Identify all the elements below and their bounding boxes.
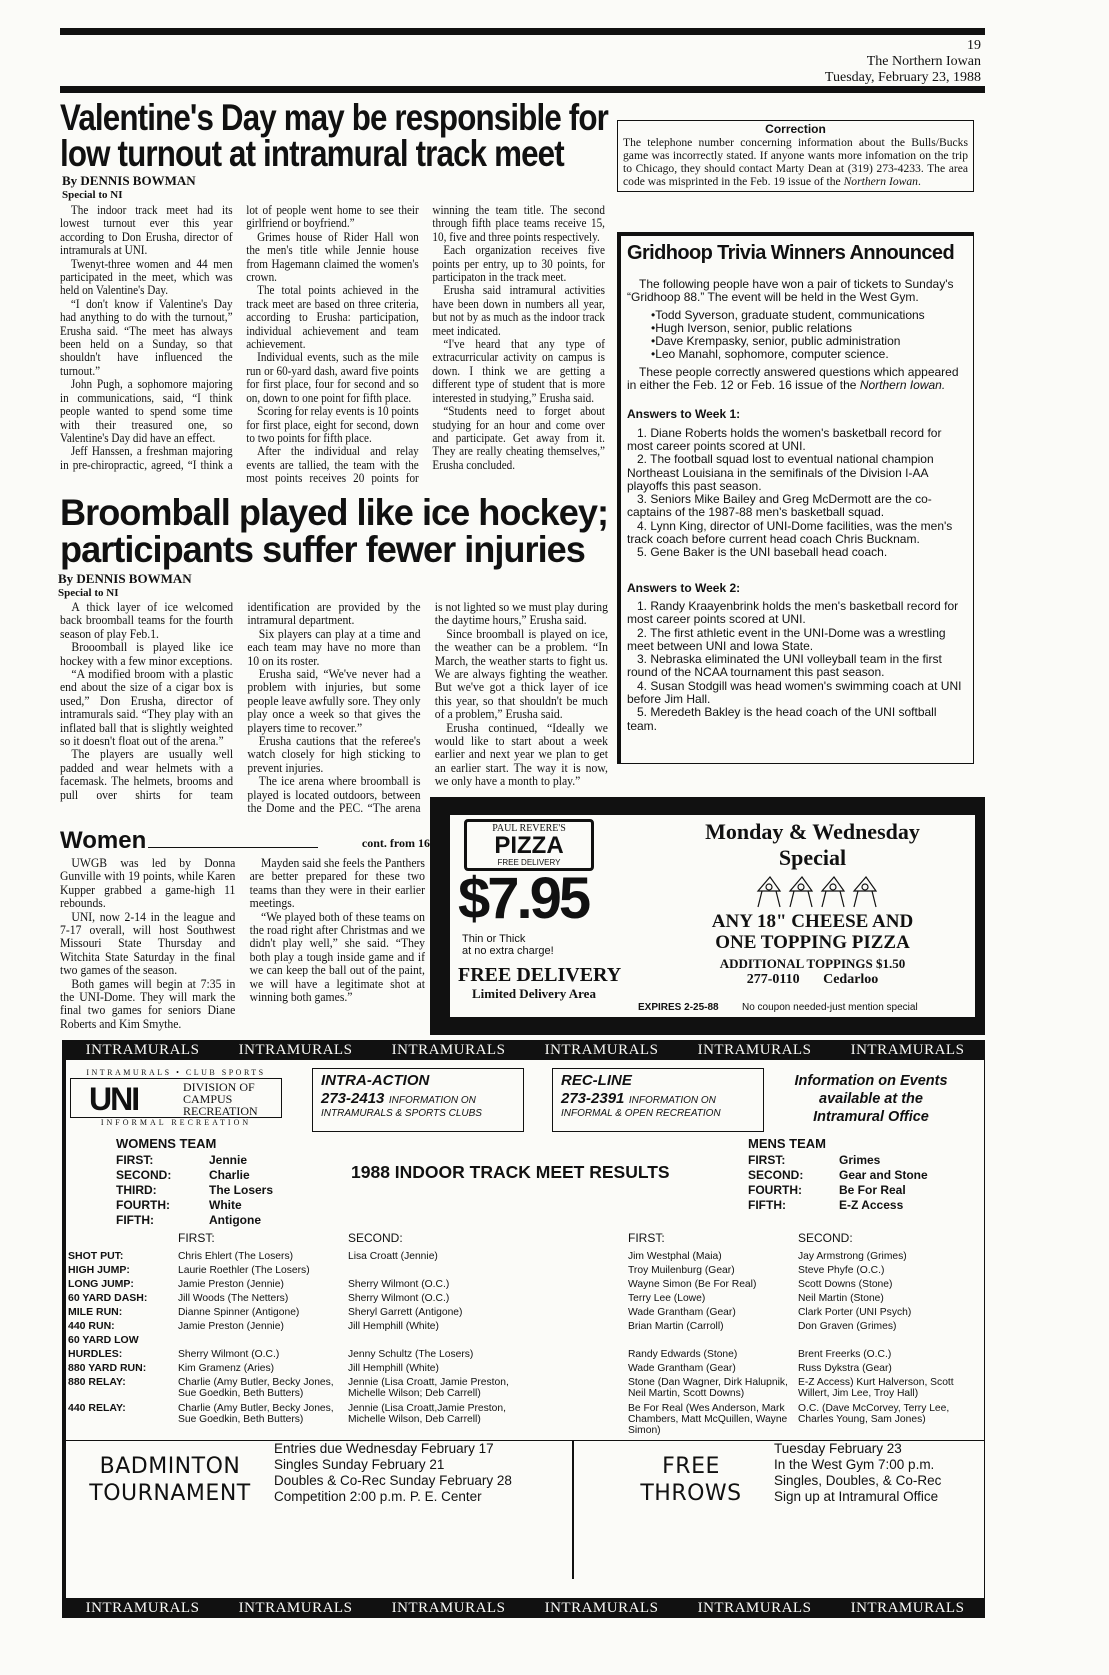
title-line: BADMINTON bbox=[99, 1454, 241, 1479]
paragraph: Erusha said, “We've never had a problem with injuries, but some people leave awfully sore. They only play once a week so that gives the players time to recover.” bbox=[247, 667, 421, 735]
result-cell: Charlie (Amy Butler, Becky Jones, Sue Goedkin, Beth Butters) bbox=[178, 1403, 334, 1425]
result-cell: Randy Edwards (Stone) bbox=[628, 1349, 738, 1360]
result-cell: Sheryl Garrett (Antigone) bbox=[348, 1307, 463, 1318]
phone: 277-0110 bbox=[746, 972, 800, 987]
intramurals-banner-top bbox=[66, 1040, 984, 1060]
pizza-logo-text: PIZZA bbox=[494, 832, 564, 859]
desc: INFORMAL & OPEN RECREATION bbox=[561, 1108, 721, 1119]
result-cell: Jennie (Lisa Croatt, Jamie Preston, Michelle Wilson; Deb Carrell) bbox=[348, 1377, 509, 1399]
banner-word: INTRAMURALS bbox=[238, 1042, 353, 1058]
women-title: Women bbox=[60, 827, 147, 854]
desc: INTRAMURALS & SPORTS CLUBS bbox=[321, 1108, 482, 1119]
team-place bbox=[748, 1183, 928, 1198]
paragraph: Since broomball is played on ice, the weather can be a problem. “In March, the weather starts to fight us. We are always fighting the weather. But we've got a thick layer of ice this year, so that shouldn't be much of a problem,” Erusha said. bbox=[434, 626, 608, 722]
answer-item: 5. Gene Baker is the UNI baseball head coach. bbox=[637, 545, 888, 560]
free-delivery: FREE DELIVERY bbox=[458, 964, 622, 986]
team-name: Antigone bbox=[209, 1213, 261, 1227]
schedule-line: Doubles & Co-Rec Sunday February 28 bbox=[274, 1473, 512, 1488]
result-cell: Brian Martin (Carroll) bbox=[628, 1321, 724, 1332]
team-place bbox=[116, 1168, 273, 1183]
event-name: SHOT PUT: bbox=[68, 1250, 124, 1262]
place-label: FIFTH: bbox=[748, 1198, 786, 1212]
banner-word: INTRAMURALS bbox=[697, 1600, 812, 1616]
result-cell: Kim Gramenz (Aries) bbox=[178, 1363, 275, 1374]
events-panel bbox=[66, 1440, 984, 1578]
paper-name: The Northern Iowan bbox=[866, 54, 981, 69]
article2-body bbox=[60, 601, 608, 825]
week1-answers bbox=[627, 427, 967, 560]
event-name: 60 YARD DASH: bbox=[68, 1292, 148, 1304]
issue-date: Tuesday, February 23, 1988 bbox=[824, 70, 981, 85]
answer-item: 2. The football squad lost to eventual national champion Northeast Louisiana in the semifinals of the Division I-AA playoffs this past season. bbox=[627, 452, 934, 493]
offer-line: ANY 18" CHEESE AND bbox=[711, 911, 914, 932]
dateline: Special to NI bbox=[58, 587, 119, 599]
paragraph: Brooomball is played like ice hockey with a few minor exceptions. bbox=[60, 640, 234, 668]
paragraph: Jeff Hanssen, a freshman majoring in pre-chiropractic, agreed, “I think a lot of people went home to see their girlfriend or boyfriend.” bbox=[60, 203, 419, 472]
paragraph: Mayden said she feels the Panthers are better prepared for these two teams than they were in their earlier meetings. bbox=[249, 856, 425, 911]
title-line: THROWS bbox=[640, 1481, 742, 1506]
trivia-note bbox=[627, 366, 967, 393]
paragraph: Both games will begin at 7:35 in the UNI-Dome. They will mark the final two games for seniors Diane Roberts and Kim Smythe. bbox=[60, 976, 236, 1031]
brand-text: PAUL REVERE'S bbox=[492, 823, 566, 834]
banner-word: INTRAMURALS bbox=[85, 1600, 200, 1616]
paragraph: Erusha said intramural activities have been down in numbers all year, but not by as much as the indoor track meet indicated. bbox=[432, 283, 605, 338]
answer-item: 2. The first athletic event in the UNI-Dome was a wrestling meet between UNI and Iowa State. bbox=[627, 625, 946, 653]
headline-line: Valentine's Day may be responsible for bbox=[60, 97, 608, 138]
banner-word: INTRAMURALS bbox=[238, 1600, 353, 1616]
place-label: SECOND: bbox=[116, 1168, 172, 1182]
free-delivery-tag: FREE DELIVERY bbox=[497, 858, 561, 867]
winner-item: •Dave Krempasky, senior, public administration bbox=[651, 334, 901, 349]
paragraph: UWGB was led by Donna Gunville with 19 points, while Karen Kupper grabbed a game-high 11 rebounds. bbox=[60, 856, 236, 911]
paragraph: A thick layer of ice welcomed back broomball teams for the fourth season of play Feb.1. bbox=[60, 600, 234, 641]
info-line: Information on Events bbox=[794, 1073, 948, 1089]
intramurals-banner-bottom bbox=[66, 1598, 984, 1618]
result-cell: Lisa Croatt (Jennie) bbox=[348, 1251, 438, 1262]
paragraph: UNI, now 2-14 in the league and 7-17 overall, will host Southwest Missouri State Thursday and Witchita State Saturday in the final two games of the season. bbox=[60, 909, 236, 978]
result-cell: O.C. (Dave McCorvey, Terry Lee, Charles Young, Sam Jones) bbox=[798, 1403, 950, 1425]
byline: By DENNIS BOWMAN bbox=[58, 571, 192, 586]
column-header: SECOND: bbox=[798, 1231, 853, 1245]
team-place bbox=[748, 1198, 928, 1213]
event-name: HURDLES: bbox=[68, 1348, 123, 1360]
price-text: $7.95 bbox=[458, 866, 589, 931]
top-rule bbox=[60, 28, 985, 35]
article1-headline bbox=[60, 97, 608, 174]
article2-byline-block bbox=[58, 572, 192, 600]
result-cell: Sherry Wilmont (O.C.) bbox=[178, 1349, 280, 1360]
result-cell: Chris Ehlert (The Losers) bbox=[178, 1251, 294, 1262]
result-cell: Jill Hemphill (White) bbox=[348, 1321, 439, 1332]
team-place bbox=[116, 1213, 273, 1228]
paragraph: “A modified broom with a plastic end about the size of a cigar box is used,” Don Erusha, director of intramurals said. “They play with an inflated ball that is slightly weighted so it doesn't float out of the arena.” bbox=[60, 667, 234, 749]
answer-item: 4. Susan Stodgill was head women's swimming coach at UNI before Jim Hall. bbox=[627, 678, 962, 707]
result-cell: Jenny Schultz (The Losers) bbox=[348, 1349, 474, 1360]
result-cell: Jim Westphal (Maia) bbox=[628, 1251, 722, 1262]
week1-title: Answers to Week 1: bbox=[627, 407, 741, 422]
team-name: Jennie bbox=[209, 1153, 248, 1167]
team-title: WOMENS TEAM bbox=[116, 1136, 217, 1151]
badminton-title bbox=[84, 1453, 256, 1507]
team-name: The Losers bbox=[209, 1183, 274, 1197]
banner-word: INTRAMURALS bbox=[850, 1600, 965, 1616]
logo-line: CAMPUS bbox=[183, 1092, 233, 1106]
result-cell: Scott Downs (Stone) bbox=[798, 1279, 893, 1290]
result-cell: Brent Freerks (O.C.) bbox=[798, 1349, 892, 1360]
results-table bbox=[68, 1233, 983, 1438]
schedule-line: Singles, Doubles, & Co-Rec bbox=[774, 1473, 942, 1488]
correction-box bbox=[617, 120, 974, 192]
result-cell: Stone (Dan Wagner, Dirk Halupnik, Neil Martin, Scott Downs) bbox=[628, 1377, 788, 1399]
banner-word: INTRAMURALS bbox=[850, 1042, 965, 1058]
banner-word: INTRAMURALS bbox=[391, 1600, 506, 1616]
result-cell: Jill Woods (The Netters) bbox=[178, 1293, 289, 1304]
schedule-line: Singles Sunday February 21 bbox=[274, 1457, 445, 1472]
crust-note bbox=[462, 933, 554, 957]
result-cell: Dianne Spinner (Antigone) bbox=[178, 1307, 300, 1318]
headline-line: participants suffer fewer injuries bbox=[60, 529, 585, 570]
page-number: 19 bbox=[967, 38, 981, 53]
result-cell: E-Z Access) Kurt Halverson, Scott Willert, Jim Lee, Troy Hall) bbox=[798, 1377, 954, 1399]
paragraph: After the individual and relay events are tallied, the team with the most points receives 20 points for winning the team title. The second through fifth place teams receive 15, 10, five and three points respectively. bbox=[246, 203, 605, 486]
logo-line: RECREATION bbox=[183, 1104, 258, 1118]
result-cell: Russ Dykstra (Gear) bbox=[798, 1363, 892, 1374]
schedule-line: Competition 2:00 p.m. P. E. Center bbox=[274, 1489, 482, 1504]
paragraph: Each organization receives five points per entry, up to 30 points, for participaton in the track meet. bbox=[432, 243, 605, 285]
place-label: THIRD: bbox=[116, 1183, 157, 1197]
correction-text bbox=[623, 136, 968, 188]
intra-action-box bbox=[312, 1068, 524, 1132]
result-cell: Troy Muilenburg (Gear) bbox=[628, 1265, 735, 1276]
contact bbox=[655, 972, 970, 988]
delivery-area: Limited Delivery Area bbox=[472, 986, 596, 1001]
city: Cedarloo bbox=[823, 972, 879, 987]
paper-name: Northern Iowan bbox=[843, 175, 918, 188]
event-name: LONG JUMP: bbox=[68, 1278, 134, 1290]
badminton-schedule bbox=[274, 1441, 512, 1505]
rec-line-box bbox=[552, 1068, 764, 1132]
phone: 273-2391 bbox=[561, 1090, 625, 1107]
result-cell: Charlie (Amy Butler, Becky Jones, Sue Goedkin, Beth Butters) bbox=[178, 1377, 334, 1399]
logo-frame bbox=[70, 1078, 282, 1118]
logo-top: INTRAMURALS • CLUB SPORTS bbox=[86, 1068, 266, 1077]
heading-rule bbox=[148, 847, 318, 848]
trivia-box bbox=[617, 232, 974, 764]
result-cell: Laurie Roethler (The Losers) bbox=[178, 1265, 310, 1276]
schedule-line: Sign up at Intramural Office bbox=[774, 1489, 939, 1504]
event-name: 60 YARD LOW bbox=[68, 1334, 139, 1346]
byline: By DENNIS BOWMAN bbox=[62, 173, 196, 188]
paragraph: “I don't know if Valentine's Day had anything to do with the turnout,” Erusha said. “The meet has always been held on a Sunday, so that shouldn't have influenced the turnout.” bbox=[60, 296, 233, 378]
crust-text-2: at no extra charge! bbox=[462, 945, 554, 957]
result-cell: Neil Martin (Stone) bbox=[798, 1293, 884, 1304]
note-text: These people correctly answered questions which appeared in either the Feb. 12 or Feb. 16 issue of the bbox=[627, 364, 959, 393]
column-header: FIRST: bbox=[178, 1231, 215, 1245]
banner-word: INTRAMURALS bbox=[391, 1042, 506, 1058]
paragraph: Erusha continued, “Ideally we would like to start about a week earlier and next year we plan to get an earlier start. The way it is now, we only have a month to play.” bbox=[434, 720, 608, 789]
logo-text bbox=[183, 1081, 258, 1117]
winner-item: •Leo Manahl, sophomore, computer science. bbox=[651, 347, 889, 362]
paragraph: “We played both of these teams on the road right after Christmas and we didn't play well,” she said. “They both play a tough inside game and if we can keep the ball out of the paint, we will have a legitimate shot at winning both games.” bbox=[249, 909, 425, 1005]
coupon-note: No coupon needed-just mention special bbox=[742, 1002, 918, 1013]
paragraph: Grimes house of Rider Hall won the men's title while Jennie house from Hagemann claimed the women's crown. bbox=[246, 229, 419, 285]
expiry: EXPIRES 2-25-88 bbox=[638, 1002, 719, 1013]
banner-word: INTRAMURALS bbox=[85, 1042, 200, 1058]
paragraph: “Students need to forget about studying for an hour and come over and participate. Get away from it. They are really cheating themselves,” Erusha concluded. bbox=[432, 404, 605, 472]
event-name: 880 YARD RUN: bbox=[68, 1362, 147, 1374]
paragraph: The ice arena where broomball is played is located outdoors, between the Dome and the PEC. “The arena is not lighted so we must play during the daytime hours,” Erusha said. bbox=[247, 600, 608, 816]
paragraph: The players are usually well padded and wear helmets with a facemask. The helmets, brooms and pull over shirts for team identification are provided by the intramural department. bbox=[60, 600, 421, 802]
title-line: TOURNAMENT bbox=[89, 1481, 251, 1506]
result-cell: Jay Armstrong (Grimes) bbox=[798, 1251, 907, 1262]
logo-bottom: INFORMAL RECREATION bbox=[100, 1118, 252, 1127]
paper-name: Northern Iowan. bbox=[859, 378, 946, 393]
desc: INFORMATION ON bbox=[628, 1095, 716, 1106]
women-heading bbox=[60, 828, 430, 854]
paragraph: Scoring for relay events is 10 points for first place, eight for second, down to two points for fifth place. bbox=[246, 404, 419, 445]
team-place bbox=[116, 1183, 273, 1198]
result-cell: Wayne Simon (Be For Real) bbox=[628, 1279, 757, 1290]
column-header: FIRST: bbox=[628, 1231, 665, 1245]
rec-line-title: REC-LINE bbox=[561, 1072, 632, 1089]
team-place bbox=[748, 1168, 928, 1183]
week2-answers bbox=[627, 600, 967, 733]
banner-word: INTRAMURALS bbox=[544, 1600, 659, 1616]
result-cell: Wade Grantham (Gear) bbox=[628, 1363, 736, 1374]
punct: . bbox=[917, 175, 921, 188]
logo-line: DIVISION OF bbox=[183, 1080, 255, 1094]
paragraph: John Pugh, a sophomore majoring in communications, said, “I think people wanted to spend some time with their treasured one, so Valentine's Day did have an effect. bbox=[60, 377, 233, 445]
correction-body: The telephone number concerning information about the Bulls/Bucks game was incorrectly stated. If anyone wants more infomation on the trip to Chicago, they should contact Marty Dean at (319) 273-4233. The area code was misprinted in the Feb. 19 issue of the bbox=[623, 136, 968, 188]
answer-item: 1. Randy Kraayenbrink holds the men's basketball record for most career points scored at UNI. bbox=[627, 598, 959, 627]
phone: 273-2413 bbox=[321, 1090, 385, 1107]
dateline: Special to NI bbox=[62, 189, 123, 201]
paragraph: Twenyt-three women and 44 men participated in the meet, which was held on Valentine's Day. bbox=[60, 256, 233, 298]
team-title: MENS TEAM bbox=[748, 1136, 826, 1151]
info-line: Intramural Office bbox=[813, 1109, 929, 1125]
team-place bbox=[116, 1153, 273, 1168]
paragraph: The indoor track meet had its lowest turnout ever this year according to Don Erusha, director of intramurals at UNI. bbox=[60, 203, 233, 258]
paragraph: “I've heard that any type of extracurricular activity on campus is down. I think we are getting a different type of student that is more interested in studying,” Erusha said. bbox=[432, 337, 605, 405]
result-cell: Clark Porter (UNI Psych) bbox=[798, 1307, 912, 1318]
team-place bbox=[116, 1198, 273, 1213]
info-line: available at the bbox=[819, 1091, 923, 1107]
article2-headline bbox=[60, 494, 608, 568]
team-name: E-Z Access bbox=[839, 1198, 904, 1212]
event-name: MILE RUN: bbox=[68, 1306, 123, 1318]
result-cell: Jennie (Lisa Croatt,Jamie Preston, Michelle Wilson, Deb Carrell) bbox=[348, 1403, 506, 1425]
pizza-advertisement bbox=[430, 797, 985, 1035]
answer-item: 1. Diane Roberts holds the women's basketball record for most career points scored at UNI. bbox=[627, 425, 942, 453]
special-line: Special bbox=[778, 845, 847, 870]
title-line: FREE bbox=[662, 1454, 720, 1479]
answer-item: 3. Nebraska eliminated the UNI volleyball team in the first round of the NCAA tournament this past season. bbox=[627, 652, 942, 680]
article1-body bbox=[60, 204, 605, 490]
result-cell: Wade Grantham (Gear) bbox=[628, 1307, 736, 1318]
place-label: FOURTH: bbox=[116, 1198, 170, 1212]
desc: INFORMATION ON bbox=[388, 1095, 476, 1106]
paragraph: The total points achieved in the track meet are based on three criteria, according to Erusha: participation, individual achievement and team achievement. bbox=[246, 283, 419, 352]
pizza-logo-icon bbox=[464, 819, 594, 871]
result-cell: Sherry Wilmont (O.C.) bbox=[348, 1279, 450, 1290]
schedule-line: In the West Gym 7:00 p.m. bbox=[774, 1457, 935, 1472]
place-label: SECOND: bbox=[748, 1168, 804, 1182]
intramurals-section bbox=[62, 1040, 985, 1618]
trivia-title: Gridhoop Trivia Winners Announced bbox=[627, 242, 955, 264]
column-header: SECOND: bbox=[348, 1231, 403, 1245]
schedule-line: Entries due Wednesday February 17 bbox=[274, 1441, 494, 1456]
campus-recreation-logo bbox=[70, 1068, 282, 1130]
headline-line: low turnout at intramural track meet bbox=[60, 133, 564, 174]
results-title: 1988 INDOOR TRACK MEET RESULTS bbox=[351, 1162, 670, 1182]
result-cell: Be For Real (Wes Anderson, Mark Chambers, Matt McQuillen, Wayne Simon) bbox=[628, 1403, 788, 1436]
result-cell: Sherry Wilmont (O.C.) bbox=[348, 1293, 450, 1304]
uni-mark: UNI bbox=[89, 1081, 139, 1117]
answer-item: 3. Seniors Mike Bailey and Greg McDermott are the co-captains of the 1987-88 men's basketball squad. bbox=[627, 492, 932, 520]
womens-team-standings bbox=[116, 1136, 273, 1228]
banner-word: INTRAMURALS bbox=[544, 1042, 659, 1058]
result-cell: Jill Hemphill (White) bbox=[348, 1363, 439, 1374]
correction-title: Correction bbox=[765, 122, 826, 136]
special-line: Monday & Wednesday bbox=[705, 819, 920, 844]
event-name: 440 RUN: bbox=[68, 1320, 115, 1332]
event-name: 880 RELAY: bbox=[68, 1376, 126, 1388]
article1-byline-block bbox=[62, 174, 196, 202]
paragraph: Erusha cautions that the referee's watch closely for high sticking to prevent injuries. bbox=[247, 734, 421, 775]
offer bbox=[655, 911, 970, 953]
panel-divider bbox=[572, 1441, 574, 1579]
women-body bbox=[60, 857, 425, 1032]
paragraph: Individual events, such as the mile run or 60-yard dash, award five points for first place, four for second and so on, down to one point for fifth place. bbox=[246, 350, 419, 405]
team-place bbox=[748, 1153, 928, 1168]
winner-item: •Hugh Iverson, senior, public relations bbox=[651, 320, 852, 335]
result-cell: Don Graven (Grimes) bbox=[798, 1321, 897, 1332]
result-cell: Jamie Preston (Jennie) bbox=[178, 1279, 284, 1290]
team-name: Grimes bbox=[839, 1153, 881, 1167]
result-cell: Terry Lee (Lowe) bbox=[628, 1293, 706, 1304]
free-throws-title bbox=[626, 1453, 756, 1507]
answer-item: 5. Meredeth Bakley is the head coach of the UNI softball team. bbox=[627, 705, 937, 733]
paragraph: Six players can play at a time and each team may have no more than 10 on its roster. bbox=[247, 626, 421, 668]
winner-item: •Todd Syverson, graduate student, communications bbox=[651, 307, 925, 322]
mens-team-standings bbox=[748, 1136, 928, 1213]
crust-text: Thin or Thick bbox=[462, 933, 526, 945]
team-name: Gear and Stone bbox=[839, 1168, 928, 1182]
place-label: FIFTH: bbox=[116, 1213, 154, 1227]
trivia-intro: The following people have won a pair of tickets to Sunday's “Gridhoop 88.” The event will be held in the West Gym. bbox=[627, 277, 954, 305]
dancing-pizza-icons bbox=[750, 873, 890, 909]
place-label: FIRST: bbox=[116, 1153, 154, 1167]
winners-list bbox=[651, 309, 967, 362]
intra-action-title: INTRA-ACTION bbox=[321, 1072, 430, 1089]
offer-line: ONE TOPPING PIZZA bbox=[715, 932, 910, 953]
event-name: 440 RELAY: bbox=[68, 1402, 126, 1414]
event-name: HIGH JUMP: bbox=[68, 1264, 130, 1276]
place-label: FIRST: bbox=[748, 1153, 786, 1167]
result-cell: Steve Phyfe (O.C.) bbox=[798, 1265, 885, 1276]
info-note bbox=[771, 1072, 971, 1126]
banner-word: INTRAMURALS bbox=[697, 1042, 812, 1058]
place-label: FOURTH: bbox=[748, 1183, 802, 1197]
masthead bbox=[825, 38, 981, 86]
toppings-price: ADDITIONAL TOPPINGS $1.50 bbox=[719, 956, 906, 971]
special-title bbox=[650, 819, 975, 871]
continued-note: cont. from 16 bbox=[361, 836, 430, 850]
week2-title: Answers to Week 2: bbox=[627, 580, 741, 595]
team-name: Charlie bbox=[209, 1168, 250, 1182]
masthead-rule bbox=[60, 86, 985, 93]
team-name: Be For Real bbox=[839, 1183, 906, 1197]
result-cell: Jamie Preston (Jennie) bbox=[178, 1321, 284, 1332]
schedule-line: Tuesday February 23 bbox=[774, 1441, 902, 1456]
answer-item: 4. Lynn King, director of UNI-Dome facilities, was the men's track coach before current head coach Chris Bucknam. bbox=[627, 518, 953, 547]
team-name: White bbox=[209, 1198, 242, 1212]
free-throws-schedule bbox=[774, 1441, 941, 1505]
headline-line: Broomball played like ice hockey; bbox=[60, 492, 608, 533]
